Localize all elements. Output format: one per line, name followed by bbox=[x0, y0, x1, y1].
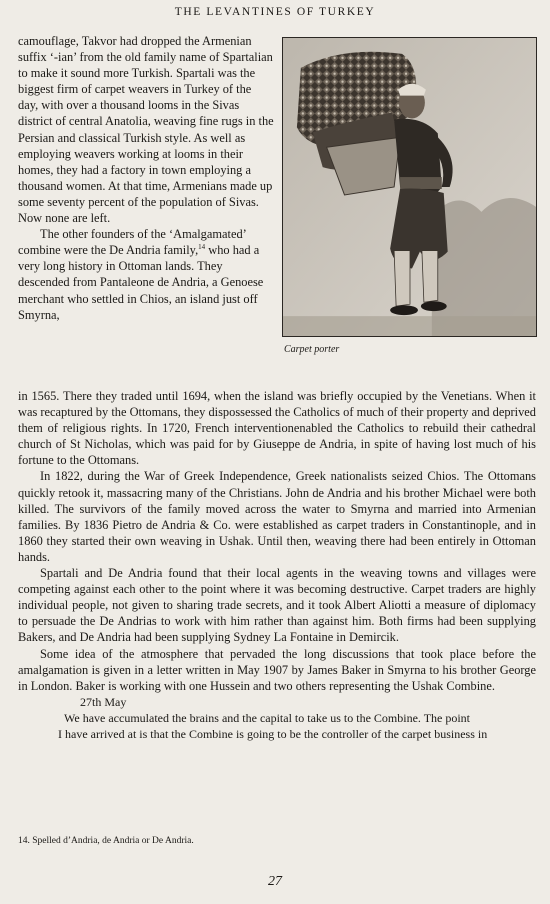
page-number: 27 bbox=[268, 874, 282, 889]
letter-line-1: We have accumulated the brains and the capital to take us to the Combine. The point bbox=[64, 710, 471, 725]
figure bbox=[282, 37, 537, 355]
paragraph-2-text: The other founders of the ‘Amalgamated’ combine were the De Andria family, bbox=[18, 227, 246, 258]
carpet-porter-photo bbox=[282, 37, 537, 337]
footnote-ref[interactable]: 14 bbox=[198, 243, 206, 252]
figure-caption: Carpet porter bbox=[284, 344, 340, 355]
paragraph-2-cont: who had a very long history in Ottoman lands. They descended from Pantaleone de Andria, a Genoese merchant who settled in Chios, an island just off Smyrna, bbox=[18, 243, 264, 322]
paragraph-4: In 1822, during the War of Greek Independence, Greek nationalists seized Chios. The Ottomans quickly retook it, massacring many of the Christians. John de Andria and his brother Michael were both killed. The survivors of the family moved across the water to Smyrna and married into Armenian families. By 1836 Pietro de Andria & Co. were established as carpet traders in Constantinople, and in 1860 they started their own weaving in Ushak. Until then, weaving there had been entirely in Ottoman hands. bbox=[18, 469, 536, 564]
full-width-text bbox=[18, 388, 536, 742]
paragraph-5: Spartali and De Andria found that their local agents in the weaving towns and villages were competing against each other to the point where it was becoming destructive. Carpet traders are highly individual people, not given to sharing trade secrets, and it took Albert Aliotti a measure of diplomacy to persuade the De Andrias to work with him rather than against him. Both firms had been supplying Bakers, and De Andria had been supplying Sydney La Fontaine in Demircik. bbox=[18, 566, 536, 645]
paragraph-1: camouflage, Takvor had dropped the Armenian suffix ‘-ian’ from the old family name of Spartalian to make it sound more Turkish. Spartali was the biggest firm of carpet weavers in Turkey of the day, with over a thousand looms in the Sivas district of central Anatolia, weaving fine rugs in the Persian and classical Turkish style. As well as employing weavers working at looms in their homes, they had a factory in town employing a thousand women. At that time, Armenians made up some seventy percent of the population of Sivas. Now none are left. bbox=[18, 34, 274, 226]
running-head: THE LEVANTINES OF TURKEY bbox=[174, 6, 376, 18]
letter-quote bbox=[58, 694, 536, 742]
letter-date: 27th May bbox=[80, 694, 127, 709]
letter-line-2: I have arrived at is that the Combine is going to be the controller of the carpet business in bbox=[58, 726, 488, 741]
paragraph-3: in 1565. There they traded until 1694, when the island was briefly occupied by the Venetians. When it was recaptured by the Ottomans, they dispossessed the Catholics of much of their property and deprived them of religious rights. In 1720, French interventionenabled the Catholics to rebuild their cathedral church of St Nicholas, which was paid for by Giuseppe de Andria, in spite of having lost much of his fortune to the Ottomans. bbox=[18, 389, 536, 468]
paragraph-2 bbox=[18, 226, 274, 323]
footnote: 14. Spelled d’Andria, de Andria or De Andria. bbox=[18, 836, 194, 846]
paragraph-6: Some idea of the atmosphere that pervaded the long discussions that took place before the amalgamation is given in a letter written in May 1907 by James Baker in Smyrna to his brother George in London. Baker is working with one Hussein and two others representing the Ushak Combine. bbox=[18, 646, 536, 693]
narrow-column bbox=[18, 33, 274, 323]
